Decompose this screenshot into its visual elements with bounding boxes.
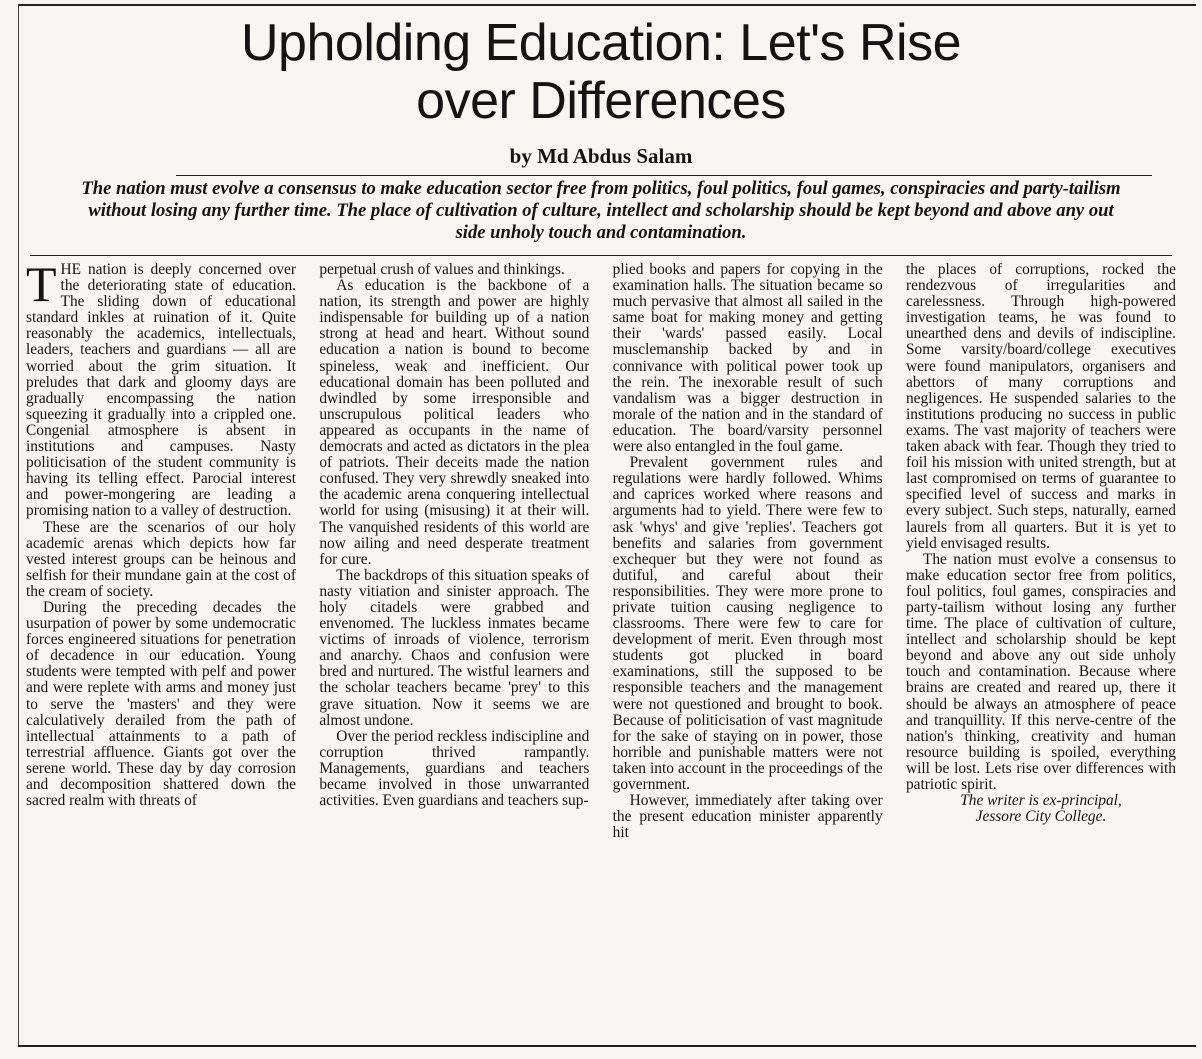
byline: by Md Abdus Salam <box>509 144 693 168</box>
writer-note-line-2: Jessore City College. <box>975 808 1107 826</box>
paragraph: During the preceding decades the usurpation of power by some undemocratic forces engineered situations for penetration of decadence in our education. Young students were tempted with pelf and power and were replete with arms and money just to serve the 'masters' and they were calculatively derailed from the path of intellectual attainments to a path of terrestrial affluence. Giants got over the serene world. These day by day corrosion and decomposition shattered down the sacred realm with threats of <box>26 598 296 810</box>
article-column-4 <box>906 262 1176 1044</box>
paragraph: These are the scenarios of our holy academic arenas which depicts how far vested interest groups can be heinous and selfish for their mundane gain at the cost of the cream of society. <box>26 518 296 600</box>
top-border-rule <box>18 4 1196 6</box>
headline-line-2: over Differences <box>416 72 786 130</box>
standfirst: The nation must evolve a consensus to make education sector free from politics, foul politics, foul games, conspiracies and party-tailism without losing any further time. The place of cultivation of culture, intellect and scholarship should be kept beyond and above any out side unholy touch and contamination. <box>81 178 1121 243</box>
paragraph: Prevalent government rules and regulations were hardly followed. Whims and caprices worked where reasons and arguments had to yield. There were few to ask 'whys' and give 'replies'. Teachers got benefits and salaries from government exchequer but they were not found as dutiful, and careful about their responsibilities. They were more prone to private tuition causing negligence to classrooms. There were few to care for development of merit. Even through most students got plucked in board examinations, still the supposed to be responsible teachers and the management were not questioned and brought to book. Because of politicisation of vast magnitude for the sake of staying on in power, those horrible and punishable matters were not taken into account in the proceedings of the government. <box>612 454 883 793</box>
paragraph <box>26 262 296 520</box>
paragraph: plied books and papers for copying in the examination halls. The situation became so much pervasive that almost all sailed in the same boat for making money and getting their 'wards' passed easily. Local musclemanship backed by and in connivance with political power took up the rein. The inexorable result of such vandalism was a bigger destruction in morale of the nation and in the standard of education. The board/varsity personnel were also entangled in the foul game. <box>612 262 883 456</box>
article-column-3 <box>613 262 883 1044</box>
headline-line-1: Upholding Education: Let's Rise <box>241 14 961 72</box>
article-column-2 <box>319 262 589 1044</box>
paragraph: perpetual crush of values and thinkings. <box>319 262 565 278</box>
paragraph: Over the period reckless indiscipline and corruption thrived rampantly. Managements, guardians and teachers became involved in those unwarranted activities. Even guardians and teachers sup- <box>319 727 590 810</box>
paragraph: the places of corruptions, rocked the rendezvous of irregularities and carelessness. Through high-powered investigation teams, he was found to unearthed dens and devils of indiscipline. Some varsity/board/college executives were found manipulators, organisers and abettors of many corruptions and negligences. He suspended salaries to the institutions producing no success in public exams. The vast majority of teachers were taken aback with fear. Though they tried to foil his mission with united strength, but at last compromised on terms of guarantee to specified level of success and marks in every subject. Such steps, naturally, earned laurels from all quarters. But it is yet to yield envisaged results. <box>905 262 1176 552</box>
drop-cap: T <box>26 262 57 312</box>
paragraph: The backdrops of this situation speaks of nasty vitiation and sinister approach. The holy citadels were grabbed and envenomed. The luckless inmates became victims of inroads of violence, terrorism and anarchy. Chaos and confusion were bred and nurtured. The wistful learners and the scholar teachers became 'prey' to this grave situation. Now it seems we are almost undone. <box>319 566 590 729</box>
bottom-border-rule <box>18 1045 1196 1047</box>
paragraph: However, immediately after taking over the present education minister apparently hit <box>612 792 883 842</box>
article-column-1 <box>26 262 296 1044</box>
writer-note-line-1: The writer is ex-principal, <box>960 792 1122 810</box>
writer-note <box>906 793 1176 825</box>
standfirst-bottom-rule <box>30 255 1172 256</box>
standfirst-top-rule <box>176 175 1152 176</box>
headline <box>30 14 1172 130</box>
paragraph-text: HE nation is deeply concerned over the deteriorating state of education. The sliding down of educational standard inkles at ruination of it. Quite reasonably the academics, intellectuals, leaders, teachers and guardians — all are worried about the grim situation. It preludes that dark and gloomy days are gradually encompassing the nation squeezing it gradually into a crippled one. Congenial atmosphere is absent in institutions and campuses. Nasty politicisation of the student community is having its telling effect. Parocial interest and power-mongering are leading a promising nation to a valley of destruction. <box>26 262 296 520</box>
paragraph: As education is the backbone of a nation, its strength and power are highly indispensable for building up of a nation strong at head and heart. Without sound education a nation is bound to become spineless, weak and inefficient. Our educational domain has been polluted and dwindled by some irresponsible and unscrupulous political leaders who appeared as occupants in the name of democrats and acted as dictators in the plea of patriots. Their deceits made the nation confused. They very shrewdly sneaked into the academic arena conquering intellectual world for using (misusing) it at their will. The vanquished residents of this world are now ailing and need desperate treatment for cure. <box>319 277 590 568</box>
article-body <box>26 262 1176 1044</box>
paragraph: The nation must evolve a consensus to make education sector free from politics, foul politics, foul games, conspiracies and party-tailism without losing any further time. The place of cultivation of culture, intellect and scholarship should be kept beyond and above any out side unholy touch and contamination. Because where brains are created and reared up, there it should be always an atmosphere of peace and tranquillity. If this nerve-centre of the nation's thinking, creativity and human resource building is spoiled, everything will be lost. Lets rise over differences with patriotic spirit. <box>905 550 1176 793</box>
